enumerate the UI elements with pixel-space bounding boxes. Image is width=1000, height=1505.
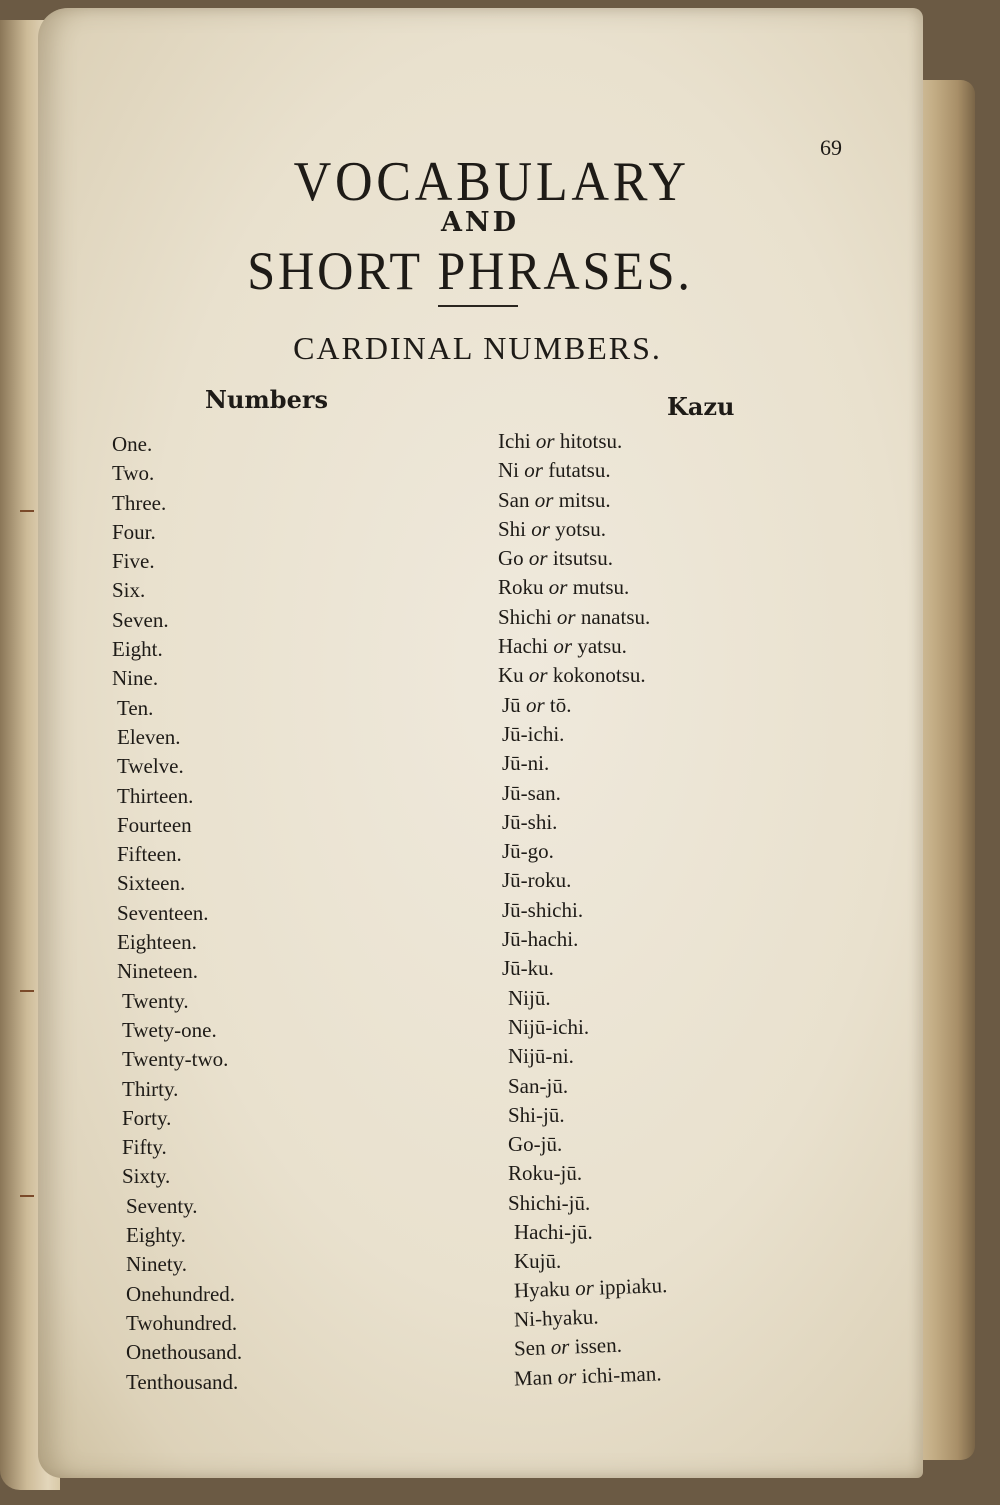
japanese-number-list [498,427,788,1394]
english-number: Onehundred. [126,1281,236,1306]
english-number: Fourteen [117,812,192,837]
japanese-term: Roku-jū. [508,1161,583,1186]
binding-thread [20,1195,34,1197]
column-heading-kazu: Kazu [667,392,735,421]
english-number: Fifteen. [117,842,182,867]
english-number: Seventy. [126,1193,198,1218]
english-number: Five. [112,549,155,574]
japanese-number [498,779,788,808]
english-number: Forty. [122,1105,172,1130]
japanese-term: Nijū. [508,985,551,1010]
japanese-number [498,427,788,456]
english-number: Onethousand. [126,1340,243,1365]
japanese-term: Hyaku [513,1276,571,1303]
japanese-term: San-jū. [508,1073,569,1098]
english-number: Four. [112,519,156,544]
japanese-term: ichi-man. [581,1360,662,1388]
english-number: Fifty. [122,1135,167,1160]
english-number: Twety-one. [122,1017,217,1042]
japanese-term: Jū [502,692,521,717]
english-number: Eleven. [117,724,181,749]
or-connector: or [528,546,548,571]
japanese-term: Jū-go. [502,839,554,864]
japanese-term: kokonotsu. [552,663,646,688]
english-number: Ten. [117,695,154,720]
japanese-number [498,456,788,485]
japanese-number [498,1013,788,1042]
japanese-number [498,720,788,749]
binding-thread [20,990,34,992]
japanese-term: Nijū-ni. [508,1044,574,1069]
or-connector: or [556,604,576,629]
or-connector: or [553,634,573,659]
english-number: Eighteen. [117,930,197,955]
japanese-term: yotsu. [555,516,606,541]
japanese-term: Roku [498,575,544,600]
japanese-term: Go [498,546,524,571]
japanese-term: Jū-san. [502,780,561,805]
japanese-term: futatsu. [548,458,611,483]
japanese-number [498,1130,788,1159]
japanese-number [498,486,788,515]
japanese-term: Shichi-jū. [508,1190,591,1215]
english-number: Sixty. [122,1164,171,1189]
japanese-term: Hachi [498,634,549,659]
japanese-term: Kujū. [514,1249,562,1274]
english-number: One. [112,432,153,456]
or-connector: or [528,663,548,688]
section-heading: CARDINAL NUMBERS. [293,330,662,366]
japanese-number [498,1072,788,1101]
japanese-term: itsutsu. [552,546,613,571]
or-connector: or [550,1334,570,1360]
japanese-term: Jū-ni. [502,751,550,776]
japanese-number [498,749,788,778]
english-number: Ninety. [126,1252,188,1277]
japanese-term: Shi-jū. [508,1102,565,1127]
japanese-number [498,603,788,632]
or-connector: or [548,575,568,600]
japanese-term: Ku [498,663,524,688]
japanese-number [498,1101,788,1130]
english-number: Sixteen. [117,871,186,896]
english-number: Twelve. [117,754,184,779]
title-short-phrases: SHORT PHRASES. [247,241,693,301]
japanese-term: Jū-ichi. [502,721,565,746]
english-number: Seventeen. [117,900,209,925]
japanese-number [498,1159,788,1188]
japanese-term: Nijū-ichi. [508,1014,590,1039]
page-number: 69 [820,135,842,160]
japanese-number [498,925,788,954]
english-number: Thirteen. [117,783,194,808]
english-number: Twohundred. [126,1310,238,1335]
japanese-number [498,984,788,1013]
japanese-term: Jū-roku. [502,868,572,893]
japanese-term: Hachi-jū. [514,1220,593,1245]
or-connector: or [535,429,555,453]
japanese-number [498,1218,788,1247]
or-connector: or [574,1275,595,1300]
english-number: Twenty-two. [122,1047,229,1072]
japanese-term: Shichi [498,604,552,629]
english-number: Seven. [112,607,169,632]
japanese-number [498,632,788,661]
japanese-term: mutsu. [572,575,630,600]
japanese-term: Shi [498,516,527,541]
japanese-number [498,515,788,544]
japanese-number [498,866,788,895]
english-number: Two. [112,461,155,486]
japanese-number [498,691,788,720]
binding-thread [20,510,34,512]
japanese-number [498,896,788,925]
japanese-term: nanatsu. [580,604,651,629]
english-number: Three. [112,490,167,515]
english-number: Thirty. [122,1076,179,1101]
japanese-term: Go-jū. [508,1132,563,1157]
japanese-number [498,1042,788,1071]
japanese-term: hitotsu. [559,429,623,453]
japanese-number [498,661,788,690]
japanese-term: Ichi [498,429,531,453]
japanese-number [498,954,788,983]
or-connector: or [525,692,545,717]
english-number: Eighty. [126,1223,186,1248]
english-number: Twenty. [122,988,189,1013]
english-number: Nine. [112,666,159,691]
or-connector: or [531,516,550,541]
title-rule [438,305,518,307]
english-number: Six. [112,578,146,603]
japanese-term: San [498,487,530,512]
japanese-term: mitsu. [558,487,611,512]
english-number: Eight. [112,637,163,662]
or-connector: or [524,458,543,483]
title-vocabulary: VOCABULARY [293,151,690,213]
japanese-term: Ni-hyaku. [513,1304,599,1332]
english-number-list [112,430,372,1397]
japanese-term: Ni [498,458,519,483]
japanese-number [498,544,788,573]
japanese-term: ippiaku. [598,1272,668,1300]
or-connector: or [557,1363,577,1389]
english-number: Tenthousand. [126,1369,239,1394]
japanese-term: tō. [549,692,572,717]
japanese-term: yatsu. [577,634,627,659]
japanese-term: Jū-shichi. [502,897,584,922]
japanese-term: Jū-hachi. [502,927,579,952]
japanese-number [498,573,788,602]
column-heading-numbers: Numbers [205,385,328,414]
japanese-number [498,808,788,837]
title-and: AND [440,207,520,238]
japanese-term: issen. [574,1332,623,1359]
or-connector: or [534,487,554,512]
japanese-number [498,837,788,866]
japanese-term: Jū-shi. [502,809,558,834]
japanese-number [498,1189,788,1218]
japanese-term: Man [513,1364,553,1390]
japanese-term: Sen [513,1335,546,1361]
english-number: Nineteen. [117,959,199,984]
japanese-term: Jū-ku. [502,956,554,981]
